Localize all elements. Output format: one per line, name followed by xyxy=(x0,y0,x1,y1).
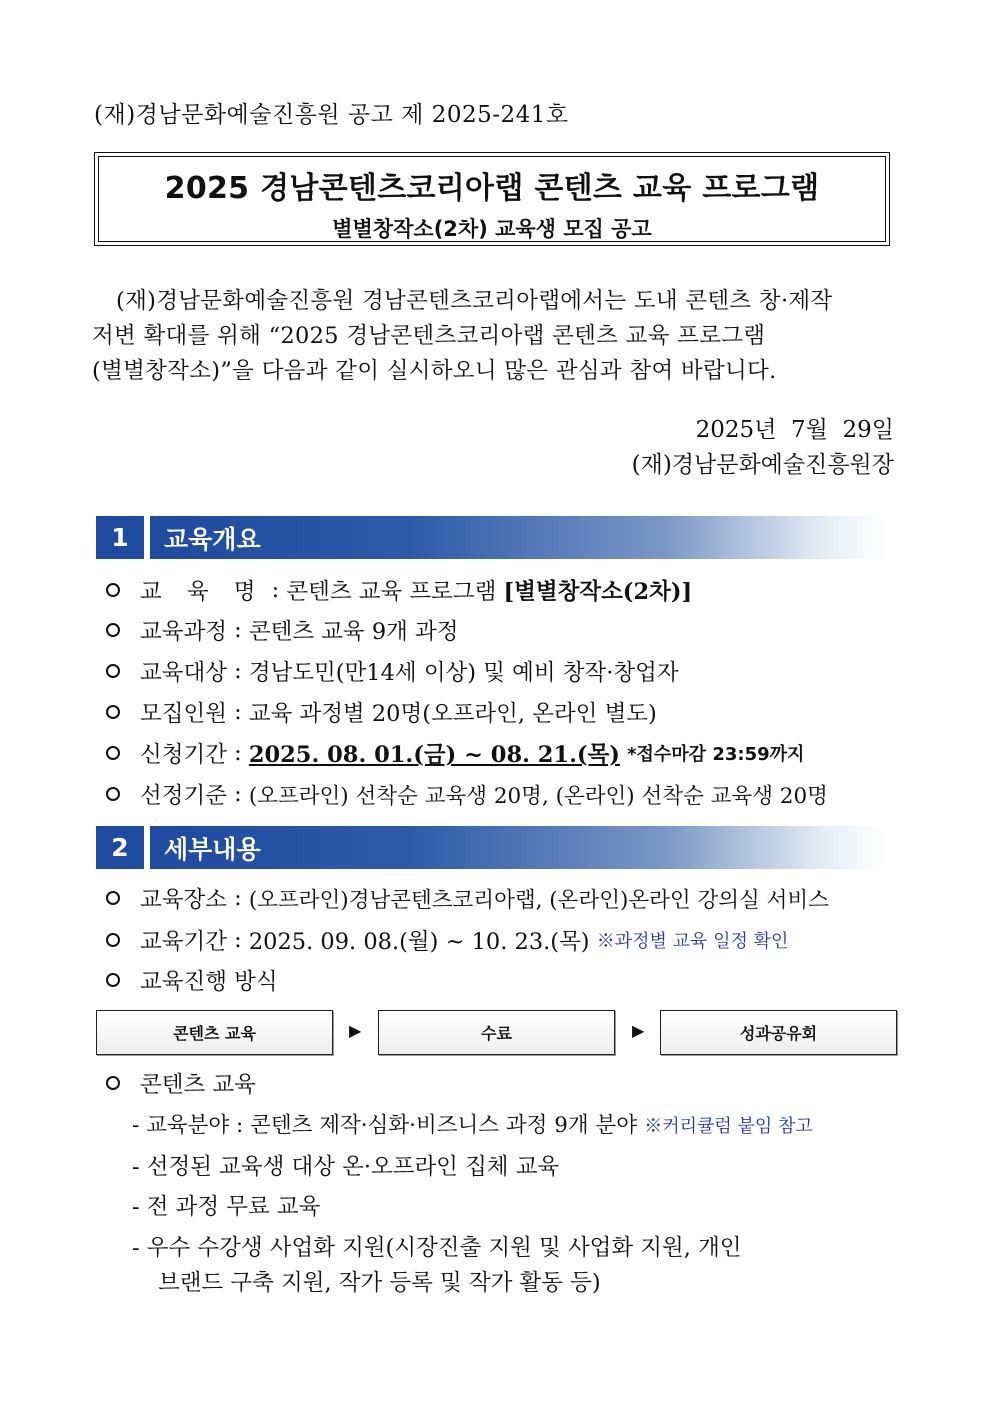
title-box xyxy=(94,152,890,246)
colon: : xyxy=(226,658,249,684)
item-label: 교육대상 xyxy=(140,660,227,686)
circle-bullet-icon xyxy=(106,583,120,597)
sub-item xyxy=(132,1230,742,1262)
section-1-title: 교육개요 xyxy=(150,516,886,559)
circle-bullet-icon xyxy=(106,891,120,905)
item-label: 교육진행 방식 xyxy=(140,969,278,995)
colon: : xyxy=(226,699,249,725)
flow-step-showcase: 성과공유회 xyxy=(660,1010,897,1055)
section-1-number: 1 xyxy=(96,516,144,559)
content-title: 콘텐츠 교육 xyxy=(140,1072,256,1098)
triangle-right-icon: ▶ xyxy=(632,1021,645,1040)
list-item xyxy=(106,1067,256,1099)
item-label: 교육장소 xyxy=(140,887,227,913)
application-period: 2025. 08. 01.(금) ~ 08. 21.(목) xyxy=(248,742,620,768)
item-value: (오프라인) 선착순 교육생 20명, (온라인) 선착순 교육생 20명 xyxy=(248,783,828,809)
list-item xyxy=(106,778,828,810)
circle-bullet-icon xyxy=(106,787,120,801)
sub-item-text: 브랜드 구축 지원, 작가 등록 및 작가 활동 등) xyxy=(158,1270,601,1296)
sub-item-text: - 교육분야 : 콘텐츠 제작·심화·비즈니스 과정 9개 분야 xyxy=(132,1113,638,1138)
item-value: 콘텐츠 교육 프로그램 xyxy=(286,579,497,605)
section-2-title: 세부내용 xyxy=(150,826,886,869)
schedule-note: ※과정별 교육 일정 확인 xyxy=(596,931,789,952)
colon: : xyxy=(226,617,249,643)
sub-item xyxy=(132,1149,559,1181)
list-item xyxy=(106,655,679,687)
intro-line-3: (별별창작소)”을 다음과 같이 실시하오니 많은 관심과 참여 바랍니다. xyxy=(92,358,777,384)
sub-item xyxy=(132,1108,813,1139)
circle-bullet-icon xyxy=(106,746,120,760)
section-2-number: 2 xyxy=(96,826,144,869)
sub-item-text: - 우수 수강생 사업화 지원(시장진출 지원 및 사업화 지원, 개인 xyxy=(132,1235,742,1261)
list-item xyxy=(106,882,829,914)
list-item xyxy=(106,924,788,956)
intro-line-1: (재)경남문화예술진흥원 경남콘텐츠코리아랩에서는 도내 콘텐츠 창·제작 xyxy=(116,288,833,314)
title-main: 2025 경남콘텐츠코리아랩 콘텐츠 교육 프로그램 xyxy=(164,171,820,206)
sub-item-continuation xyxy=(158,1265,601,1297)
sub-item-text: - 전 과정 무료 교육 xyxy=(132,1194,321,1220)
flow-step-completion: 수료 xyxy=(378,1010,615,1055)
list-item xyxy=(106,696,657,728)
curriculum-note: ※커리큘럼 붙임 참고 xyxy=(644,1116,813,1137)
colon: : xyxy=(226,781,249,807)
section-2-header xyxy=(96,826,886,869)
circle-bullet-icon xyxy=(106,705,120,719)
circle-bullet-icon xyxy=(106,623,120,637)
item-value: 경남도민(만14세 이상) 및 예비 창작·창업자 xyxy=(248,660,679,686)
item-value: 콘텐츠 교육 9개 과정 xyxy=(248,619,459,645)
intro-paragraph xyxy=(92,284,894,389)
notice-date: 2025년 7월 29일 xyxy=(695,417,894,443)
item-label: 모집인원 xyxy=(140,701,227,727)
item-value: 2025. 09. 08.(월) ~ 10. 23.(목) xyxy=(248,929,590,955)
intro-line-2: 저변 확대를 위해 “2025 경남콘텐츠코리아랩 콘텐츠 교육 프로그램 xyxy=(92,323,766,349)
list-item xyxy=(106,614,459,646)
circle-bullet-icon xyxy=(106,1076,120,1090)
colon: : xyxy=(264,577,287,603)
sub-item xyxy=(132,1189,320,1221)
colon: : xyxy=(226,885,249,911)
item-extra: [별별창작소(2차)] xyxy=(503,579,693,605)
deadline-note: *접수마감 23:59까지 xyxy=(627,744,805,765)
item-label: 교육과정 xyxy=(140,619,227,645)
circle-bullet-icon xyxy=(106,933,120,947)
item-label: 선정기준 xyxy=(140,783,227,809)
item-label: 신청기간 xyxy=(140,742,227,768)
circle-bullet-icon xyxy=(106,664,120,678)
item-label: 교 육 명 xyxy=(140,579,265,605)
organization-signature: (재)경남문화예술진흥원장 xyxy=(631,452,894,478)
sub-item-text: - 선정된 교육생 대상 온·오프라인 집체 교육 xyxy=(132,1154,560,1180)
list-item xyxy=(106,737,804,769)
circle-bullet-icon xyxy=(106,973,120,987)
notice-number: (재)경남문화예술진흥원 공고 제 2025-241호 xyxy=(94,102,569,128)
section-1-header xyxy=(96,516,886,559)
list-item xyxy=(106,964,278,996)
item-value: 교육 과정별 20명(오프라인, 온라인 별도) xyxy=(248,701,657,727)
title-sub: 별별창작소(2차) 교육생 모집 공고 xyxy=(332,217,652,241)
item-value: (오프라인)경남콘텐츠코리아랩, (온라인)온라인 강의실 서비스 xyxy=(248,887,829,913)
item-label: 교육기간 xyxy=(140,929,227,955)
triangle-right-icon: ▶ xyxy=(349,1021,362,1040)
colon: : xyxy=(226,740,249,766)
list-item xyxy=(106,574,692,606)
flow-step-education: 콘텐츠 교육 xyxy=(96,1010,333,1055)
colon: : xyxy=(226,927,249,953)
